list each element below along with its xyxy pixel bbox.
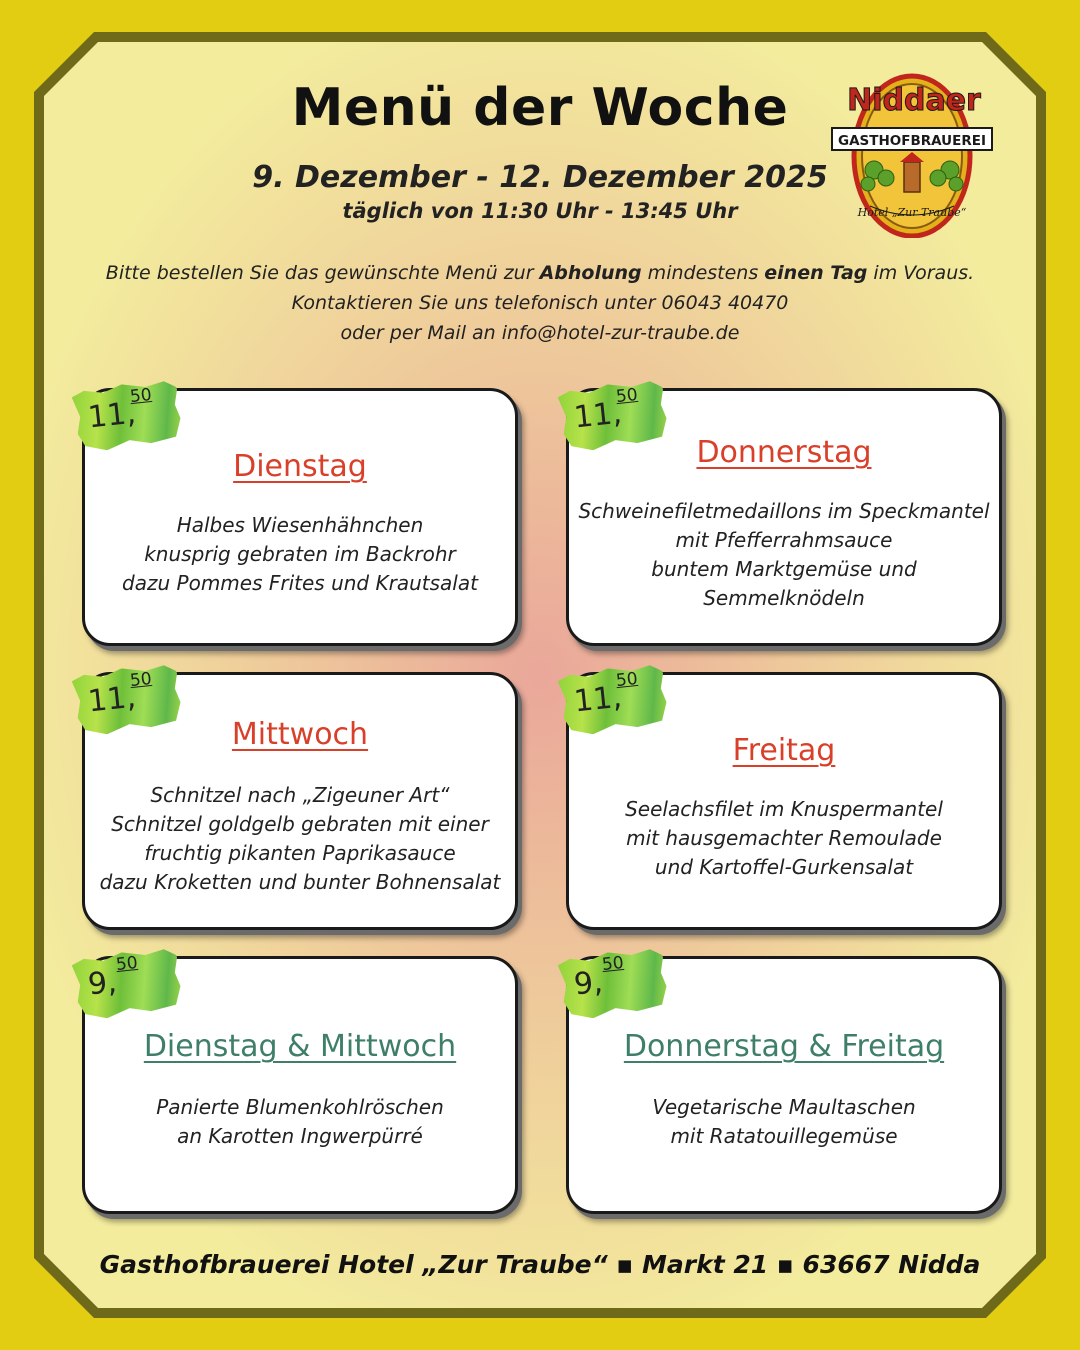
dish-line: mit Pfefferrahmsauce [675, 528, 893, 552]
price-cents: 50 [615, 668, 639, 692]
brewery-logo [830, 66, 994, 238]
card-dish [569, 795, 999, 882]
price-euro: 11, [572, 395, 624, 436]
date-range: 9. Dezember - 12. Dezember 2025 [252, 160, 828, 195]
card-day-title: Mittwoch [231, 717, 369, 752]
dish-line: buntem Marktgemüse und [651, 557, 917, 581]
price-euro: 9, [86, 964, 119, 1003]
order-info-phone: Kontaktieren Sie uns telefonisch unter 06043 40470 [291, 292, 789, 314]
order-info [0, 258, 1080, 348]
card-day-title: Dienstag & Mittwoch [143, 1029, 457, 1064]
dish-line: und Kartoffel-Gurkensalat [654, 855, 914, 879]
price-euro: 11, [572, 679, 624, 720]
page-title: Menü der Woche [291, 78, 789, 138]
price-euro: 11, [86, 395, 138, 436]
logo-name: Niddaer [847, 83, 981, 118]
footer-address: Gasthofbrauerei Hotel „Zur Traube“ ▪ Markt 21 ▪ 63667 Nidda [99, 1250, 981, 1279]
price-tag [74, 384, 180, 448]
dish-line: Semmelknödeln [703, 586, 865, 610]
price-tag [560, 384, 666, 448]
price-tag [560, 952, 666, 1016]
card-day-title: Donnerstag & Freitag [623, 1029, 945, 1064]
price-cents: 50 [129, 384, 153, 408]
card-day-title: Donnerstag [696, 435, 872, 470]
price-euro: 9, [572, 964, 605, 1003]
opening-hours: täglich von 11:30 Uhr - 13:45 Uhr [342, 199, 738, 223]
price-cents: 50 [601, 952, 625, 976]
dish-line: dazu Pommes Frites und Krautsalat [122, 571, 478, 595]
dish-line: mit Ratatouillegemüse [670, 1124, 898, 1148]
dish-line: Schnitzel nach „Zigeuner Art“ [150, 783, 450, 807]
price-cents: 50 [129, 668, 153, 692]
price-euro: 11, [86, 679, 138, 720]
logo-subtitle: GASTHOFBRAUEREI [838, 133, 986, 149]
card-dish [569, 497, 999, 613]
dish-line: Halbes Wiesenhähnchen [176, 513, 424, 537]
price-tag [74, 952, 180, 1016]
price-cents: 50 [115, 952, 139, 976]
dish-line: fruchtig pikanten Paprikasauce [144, 841, 456, 865]
card-dish [85, 511, 515, 598]
card-dish [85, 1093, 515, 1151]
card-dish [569, 1093, 999, 1151]
order-info-email: oder per Mail an info@hotel-zur-traube.de [340, 322, 740, 344]
dish-line: mit hausgemachter Remoulade [626, 826, 942, 850]
dish-line: an Karotten Ingwerpürré [177, 1124, 423, 1148]
price-tag [560, 668, 666, 732]
dish-line: Schweinefiletmedaillons im Speckmantel [578, 499, 990, 523]
order-info-line-1: Bitte bestellen Sie das gewünschte Menü zur Abholung mindestens einen Tag im Voraus. [105, 262, 975, 284]
logo-hotel: Hotel „Zur Traube“ [857, 206, 967, 219]
dish-line: knusprig gebraten im Backrohr [144, 542, 456, 566]
card-day-title: Freitag [732, 733, 836, 768]
dish-line: Vegetarische Maultaschen [652, 1095, 916, 1119]
card-dish [85, 781, 515, 897]
price-cents: 50 [615, 384, 639, 408]
dish-line: dazu Kroketten und bunter Bohnensalat [99, 870, 501, 894]
dish-line: Seelachsfilet im Knuspermantel [625, 797, 943, 821]
dish-line: Schnitzel goldgelb gebraten mit einer [111, 812, 489, 836]
card-day-title: Dienstag [233, 449, 367, 484]
price-tag [74, 668, 180, 732]
dish-line: Panierte Blumenkohlröschen [156, 1095, 444, 1119]
